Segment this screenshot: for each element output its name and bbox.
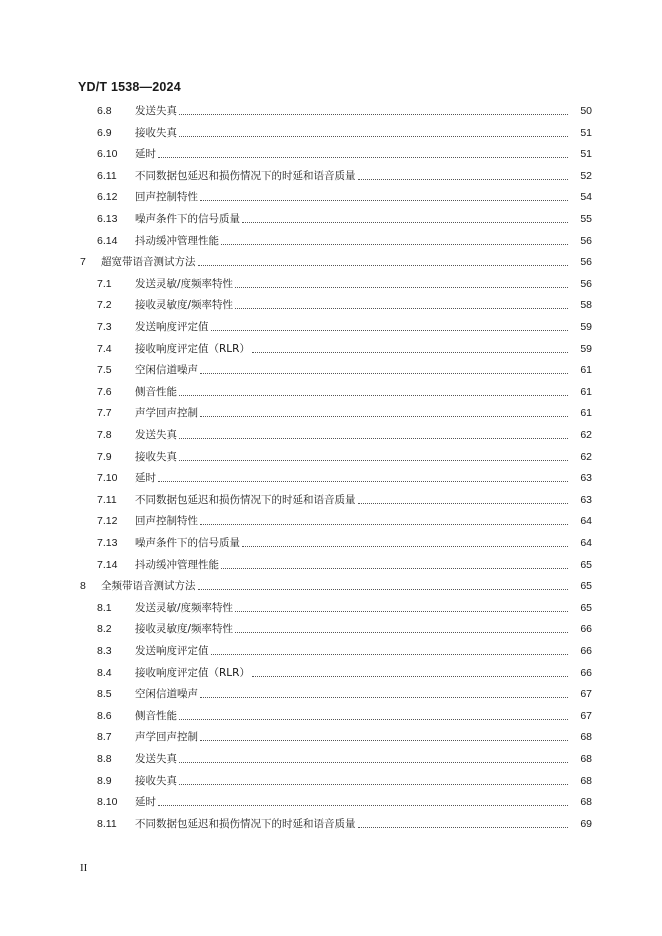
toc-entry[interactable] (0, 683, 662, 701)
toc-entry-title: 侧音性能 (135, 385, 177, 398)
toc-entry[interactable] (0, 100, 662, 118)
dot-leader (211, 653, 569, 655)
toc-entry[interactable] (0, 294, 662, 312)
toc-entry-page: 56 (580, 256, 592, 269)
toc-entry-title: 接收灵敏度/频率特性 (135, 623, 234, 636)
toc-entry[interactable] (0, 726, 662, 744)
toc-entry-title: 空闲信道噪声 (135, 688, 198, 701)
toc-entry-page: 68 (580, 796, 592, 809)
toc-entry-page: 64 (580, 537, 592, 549)
toc-entry-page: 65 (580, 601, 592, 614)
dot-leader (179, 437, 568, 439)
dot-leader (252, 675, 568, 677)
toc-entry[interactable] (0, 575, 662, 593)
dot-leader (235, 610, 568, 612)
toc-entry-page: 61 (580, 364, 592, 377)
toc-entry-title: 发送响度评定值 (135, 645, 209, 657)
toc-entry-number: 8.3 (97, 645, 112, 657)
toc-entry-title: 接收响度评定值（RLR） (135, 666, 250, 679)
toc-entry[interactable] (0, 662, 662, 680)
toc-entry-title: 全频带语音测试方法 (101, 580, 196, 593)
toc-entry-page: 63 (580, 493, 592, 506)
toc-entry-number: 6.9 (97, 126, 112, 139)
toc-entry-page: 68 (580, 753, 592, 765)
toc-entry-number: 8.1 (97, 601, 112, 614)
dot-leader (158, 156, 568, 158)
toc-entry-number: 7.8 (97, 429, 112, 441)
toc-entry-title: 噪声条件下的信号质量 (135, 537, 240, 549)
toc-entry-title: 声学回声控制 (135, 731, 198, 744)
toc-entry-page: 56 (580, 234, 592, 247)
toc-entry-title: 超宽带语音测试方法 (101, 256, 196, 269)
toc-entry[interactable] (0, 705, 662, 723)
dot-leader (179, 394, 568, 396)
toc-entry-number: 7.9 (97, 450, 112, 463)
toc-entry-number: 7.1 (97, 277, 112, 290)
toc-entry[interactable] (0, 770, 662, 788)
toc-entry-page: 61 (580, 407, 592, 420)
toc-entry-page: 54 (580, 191, 592, 204)
toc-entry-page: 51 (580, 148, 592, 161)
toc-entry-number: 7.5 (97, 364, 112, 377)
toc-entry-title: 抖动缓冲管理性能 (135, 234, 219, 247)
page-number: II (80, 862, 88, 874)
toc-entry[interactable] (0, 359, 662, 377)
toc-entry-number: 7.2 (97, 299, 112, 312)
toc-entry-number: 8.6 (97, 709, 112, 722)
toc-entry-title: 回声控制特性 (135, 515, 198, 528)
toc-entry-title: 回声控制特性 (135, 191, 198, 204)
dot-leader (158, 804, 568, 806)
toc-entry-number: 8.11 (97, 817, 117, 830)
toc-entry-page: 68 (580, 774, 592, 787)
toc-entry[interactable] (0, 402, 662, 420)
toc-entry-number: 8.4 (97, 666, 112, 679)
dot-leader (242, 221, 568, 223)
dot-leader (198, 588, 569, 590)
toc-entry-number: 8.7 (97, 731, 112, 744)
toc-entry-page: 59 (580, 321, 592, 333)
toc-entry-page: 67 (580, 709, 592, 722)
toc-entry[interactable] (0, 316, 662, 334)
toc-entry-title: 噪声条件下的信号质量 (135, 213, 240, 225)
dot-leader (252, 351, 568, 353)
toc-entry-title: 发送响度评定值 (135, 321, 209, 333)
toc-entry-number: 7.4 (97, 342, 112, 355)
toc-entry-title: 不同数据包延迟和损伤情况下的时延和语音质量 (135, 169, 356, 182)
toc-entry-page: 65 (580, 558, 592, 571)
toc-entry-title: 发送灵敏/度频率特性 (135, 601, 234, 614)
toc-entry-title: 发送失真 (135, 429, 177, 441)
dot-leader (179, 718, 568, 720)
toc-entry-title: 发送失真 (135, 105, 177, 117)
toc-entry[interactable] (0, 791, 662, 809)
toc-entry-page: 58 (580, 299, 592, 312)
toc-entry-page: 55 (580, 213, 592, 225)
toc-entry-number: 8.8 (97, 753, 112, 765)
dot-leader (179, 761, 568, 763)
toc-entry-title: 延时 (135, 148, 156, 161)
toc-entry-number: 8.10 (97, 796, 118, 809)
toc-entry-number: 6.13 (97, 213, 118, 225)
toc-entry-title: 接收失真 (135, 126, 177, 139)
toc-entry-title: 不同数据包延迟和损伤情况下的时延和语音质量 (135, 817, 356, 830)
dot-leader (242, 545, 568, 547)
dot-leader (179, 135, 568, 137)
dot-leader (235, 307, 568, 309)
toc-entry-number: 8.2 (97, 623, 112, 636)
toc-entry-page: 63 (580, 472, 592, 485)
toc-entry-page: 66 (580, 666, 592, 679)
toc-entry-page: 59 (580, 342, 592, 355)
toc-entry[interactable] (0, 208, 662, 226)
toc-entry-number: 8.5 (97, 688, 112, 701)
toc-entry[interactable] (0, 640, 662, 658)
toc-entry-title: 侧音性能 (135, 709, 177, 722)
toc-entry-title: 接收响度评定值（RLR） (135, 342, 250, 355)
toc-entry-title: 延时 (135, 796, 156, 809)
dot-leader (235, 631, 568, 633)
toc-entry[interactable] (0, 532, 662, 550)
toc-entry[interactable] (0, 143, 662, 161)
toc-entry-page: 62 (580, 429, 592, 441)
dot-leader (200, 415, 568, 417)
toc-entry-number: 6.11 (97, 169, 117, 182)
toc-entry[interactable] (0, 165, 662, 183)
dot-leader (200, 372, 568, 374)
toc-entry[interactable] (0, 748, 662, 766)
toc-entry-number: 7 (80, 256, 86, 269)
toc-entry-page: 56 (580, 277, 592, 290)
toc-entry[interactable] (0, 467, 662, 485)
toc-entry-number: 7.7 (97, 407, 112, 420)
toc-entry-number: 7.10 (97, 472, 118, 485)
toc-entry-number: 7.13 (97, 537, 118, 549)
toc-entry-title: 发送失真 (135, 753, 177, 765)
toc-entry[interactable] (0, 122, 662, 140)
toc-entry-number: 7.3 (97, 321, 112, 333)
dot-leader (358, 178, 569, 180)
toc-entry-title: 不同数据包延迟和损伤情况下的时延和语音质量 (135, 493, 356, 506)
toc-entry-number: 7.11 (97, 493, 117, 506)
toc-entry-title: 延时 (135, 472, 156, 485)
dot-leader (200, 696, 568, 698)
dot-leader (235, 286, 568, 288)
toc-entry[interactable] (0, 510, 662, 528)
toc-entry[interactable] (0, 338, 662, 356)
toc-entry-title: 接收灵敏度/频率特性 (135, 299, 234, 312)
dot-leader (358, 502, 569, 504)
toc-entry-page: 67 (580, 688, 592, 701)
toc-entry-title: 接收失真 (135, 774, 177, 787)
toc-entry-number: 8.9 (97, 774, 112, 787)
toc-entry-title: 抖动缓冲管理性能 (135, 558, 219, 571)
toc-entry[interactable] (0, 186, 662, 204)
toc-entry-page: 65 (580, 580, 592, 593)
toc-entry-title: 空闲信道噪声 (135, 364, 198, 377)
dot-leader (179, 783, 568, 785)
toc-entry[interactable] (0, 618, 662, 636)
toc-entry[interactable] (0, 230, 662, 248)
toc-entry-page: 64 (580, 515, 592, 528)
toc-entry-number: 7.12 (97, 515, 118, 528)
dot-leader (200, 199, 568, 201)
dot-leader (221, 243, 568, 245)
toc-entry-page: 66 (580, 623, 592, 636)
toc-entry-number: 6.14 (97, 234, 118, 247)
toc-entry[interactable] (0, 597, 662, 615)
dot-leader (179, 113, 568, 115)
dot-leader (200, 739, 568, 741)
toc-entry[interactable] (0, 489, 662, 507)
dot-leader (211, 329, 569, 331)
toc-entry[interactable] (0, 554, 662, 572)
toc-entry-title: 声学回声控制 (135, 407, 198, 420)
dot-leader (221, 567, 568, 569)
toc-entry[interactable] (0, 446, 662, 464)
toc-entry-page: 50 (580, 105, 592, 117)
dot-leader (179, 459, 568, 461)
toc-entry-number: 6.12 (97, 191, 118, 204)
dot-leader (358, 826, 569, 828)
toc-entry[interactable] (0, 273, 662, 291)
toc-entry[interactable] (0, 251, 662, 269)
toc-entry-page: 61 (580, 385, 592, 398)
toc-entry-number: 7.6 (97, 385, 112, 398)
dot-leader (200, 523, 568, 525)
dot-leader (158, 480, 568, 482)
toc-entry-page: 66 (580, 645, 592, 657)
toc-entry-number: 6.10 (97, 148, 118, 161)
toc-entry-page: 52 (580, 169, 592, 182)
toc-entry-page: 62 (580, 450, 592, 463)
toc-entry-page: 51 (580, 126, 592, 139)
toc-entry-number: 6.8 (97, 105, 112, 117)
document-id: YD/T 1538—2024 (78, 80, 181, 94)
toc-entry[interactable] (0, 813, 662, 831)
toc-entry-title: 接收失真 (135, 450, 177, 463)
toc-entry[interactable] (0, 424, 662, 442)
toc-entry-number: 7.14 (97, 558, 118, 571)
toc-entry[interactable] (0, 381, 662, 399)
toc-entry-page: 69 (580, 817, 592, 830)
toc-entry-number: 8 (80, 580, 86, 593)
dot-leader (198, 264, 569, 266)
toc-entry-page: 68 (580, 731, 592, 744)
toc-entry-title: 发送灵敏/度频率特性 (135, 277, 234, 290)
